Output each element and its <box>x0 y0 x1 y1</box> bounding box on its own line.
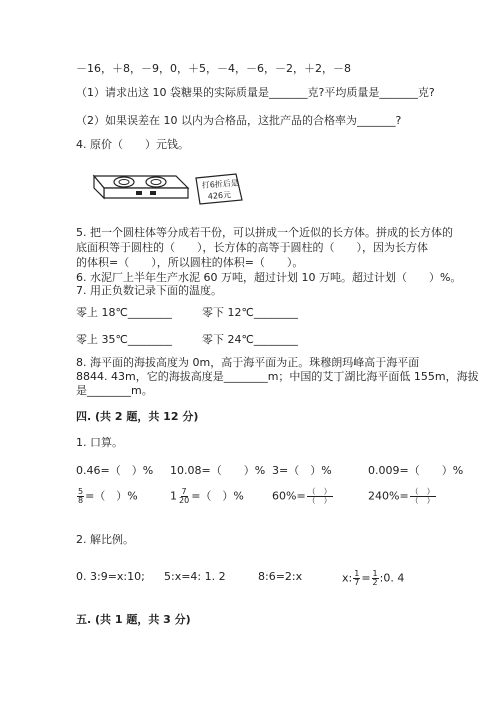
section-4-heading: 四. (共 2 题，共 12 分) <box>76 410 199 423</box>
question-5-line2: 底面积等于圆柱的（ ），长方体的高等于圆柱的（ ），因为长方体 <box>76 241 428 254</box>
calc-item-mixed-number: 1 $\frac{7}{20}$ =（ ）% <box>170 487 244 505</box>
price-tag-line1: 打6折后是 <box>201 178 240 190</box>
ratio-item-fraction: x: $\frac{1}{7}$ = $\frac{1}{2}$ :0. 4 <box>342 569 405 587</box>
fraction: $\frac{( )}{( )}$ <box>307 487 332 505</box>
question-2: （2）如果误差在 10 以内为合格品，这批产品的合格率为_______? <box>76 114 402 127</box>
fraction: $\frac{1}{2}$ <box>372 569 378 587</box>
fraction: $\frac{( )}{( )}$ <box>410 487 435 505</box>
section-4-question-1: 1. 口算。 <box>76 436 123 449</box>
data-list: －16，＋8，－9，0，＋5，－4，－6，－2，＋2，－8 <box>76 62 351 75</box>
ratio-item: 5:x=4: 1. 2 <box>164 570 226 583</box>
calc-item: 0.46=（ ）% <box>76 464 154 477</box>
question-6: 6. 水泥厂上半年生产水泥 60 万吨，超过计划 10 万吨。超过计划（ ）%。 <box>76 271 462 284</box>
section-4-question-2: 2. 解比例。 <box>76 533 134 546</box>
fraction: $\frac{5}{8}$ <box>78 487 84 505</box>
temp-4: 零下 24℃________ <box>202 333 298 346</box>
calc-item-percent: 60%= $\frac{( )}{( )}$ <box>272 487 332 505</box>
calc-item: 0.009=（ ）% <box>368 464 464 477</box>
ratio-item: 8:6=2:x <box>258 570 303 583</box>
calc-item-fraction: $\frac{5}{8}$ =（ ）% <box>78 487 138 505</box>
question-8-line2: 8844. 43m，它的海拔高度是________m；中国的艾丁湖比海平面低 155m，海拔 <box>76 370 479 383</box>
fraction: $\frac{1}{7}$ <box>354 569 360 587</box>
temp-1: 零上 18℃________ <box>76 306 172 319</box>
question-1: （1）请求出这 10 袋糖果的实际质量是_______克?平均质量是_______克? <box>76 86 435 99</box>
calc-item: 10.08=（ ）% <box>170 464 266 477</box>
question-5-line1: 5. 把一个圆柱体等分成若干份，可以拼成一个近似的长方体。拼成的长方体的 <box>76 226 453 239</box>
temp-3: 零上 35℃________ <box>76 333 172 346</box>
question-4: 4. 原价（ ）元钱。 <box>76 138 189 151</box>
stove-illustration <box>76 166 246 216</box>
question-5-line3: 的体积=（ ），所以圆柱的体积=（ ）。 <box>76 256 304 269</box>
calc-item-percent: 240%= $\frac{( )}{( )}$ <box>368 487 435 505</box>
price-tag-line2: 426元 <box>207 190 232 201</box>
ratio-item: 0. 3:9=x:10; <box>76 570 145 583</box>
question-7: 7. 用正负数记录下面的温度。 <box>76 284 222 297</box>
fraction: $\frac{7}{20}$ <box>179 487 190 505</box>
question-8-line3: 是________m。 <box>76 384 153 397</box>
calc-item: 3=（ ）% <box>272 464 332 477</box>
section-5-heading: 五. (共 1 题，共 3 分) <box>76 613 191 626</box>
temp-2: 零下 12℃________ <box>202 306 298 319</box>
question-8-line1: 8. 海平面的海拔高度为 0m，高于海平面为正。珠穆朗玛峰高于海平面 <box>76 356 420 369</box>
